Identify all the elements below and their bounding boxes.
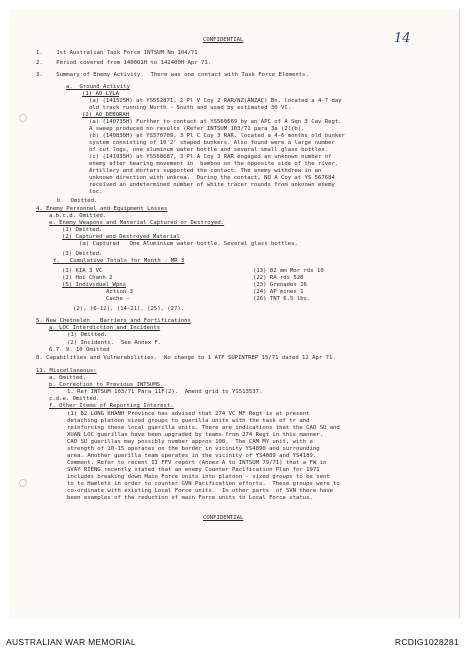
doc-line: (1) KIA 3 VC [62,268,103,274]
doc-line: of cut logs, one aluminum water bottle and several small glass bottles. [89,147,329,153]
doc-line: (1) 82 LONG KHANH Province has advised that 274 VC MF Regt is at present [67,411,310,417]
archive-name: AUSTRALIAN WAR MEMORIAL [6,637,136,647]
doc-line: (2) AO DEBORAH [82,112,130,118]
doc-line: (2) Hoi Chanh 2 [62,275,113,281]
doc-line: Comment. Refer to recent II FFV report (Annex A to INTSUM 79/71) that a FW in [67,460,327,466]
doc-line: a. Omitted. [49,375,87,381]
doc-line: b. Correction to Previous INTSUMS. [49,382,164,388]
doc-line: (a) (141525H) at YS552871, 2 Pl V Coy 2 RAR/NZ(ANZAC) Bn, located a 4-7 day [89,98,342,104]
document-page [9,9,460,619]
doc-line: area. Another guerilla team operates in the vicinity of YS4089 and YS4189. [67,453,317,459]
handwritten-page-number: 14 [394,31,411,46]
doc-line: been examples of the reduction of main Force units to Local Force status. [67,495,313,501]
doc-line: (a) (140735H) Further to contact at YS560669 by an APC of A Sqn 3 Cav Regt. [89,119,342,125]
doc-line: (2), (6-12), (14-21), (25), (27). [73,306,185,312]
doc-line: a. LOC Interdiction and Incidents [49,325,161,331]
doc-line: 6.7. 9. 10 Omitted [49,347,110,353]
doc-line: (24) AP mines 1 [253,289,304,295]
doc-line: strength of 10-15 operates on the border in vicinity YS4890 and surrounding [67,446,320,452]
classification-footer: CONFIDENTIAL [203,515,244,521]
doc-line: Cache - [106,296,130,302]
doc-line: XUAN LOC guerillas have been upgraded by teams from 274 Regt in this manner. [67,432,323,438]
doc-line: f. Cumulative Totals for Month - MR 3 [53,258,185,264]
doc-line: (1) AO LYLA [82,91,120,97]
doc-line: SVAY RIENG recently stated that an enemy Counter Pacification Plan for 1971 [67,467,320,473]
doc-line: includes breaking down Main Force units into platoon - sized groups to be sent [67,474,330,480]
doc-line: Action 3 [106,289,133,295]
doc-line: 1. 1st Australian Task Force INTSUM No 104/71 [36,50,198,56]
doc-line: (5) Individual Wpns [62,282,126,288]
doc-line: (2) Incidents. See Annex F. [67,340,162,346]
doc-line: loc. [89,189,103,195]
doc-line: 8. Capabilities and Vulnerabilities. No change to 1 ATF SUPINTREP 15/71 dated 12 Apr 71. [36,355,336,361]
doc-line: detaching platoon sized groups to guerilla units with the task of tr and [67,418,310,424]
doc-line: Artillery and mortars supported the contact. The enemy withdrew in an [89,168,322,174]
doc-line: (b) (140830H) at YS570709, 3 Pl C Coy 3 RAR, located a 4-6 months old bunker [89,133,345,139]
archive-reference: RCDIG1028281 [394,637,459,647]
doc-line: a.b.c.d. Omitted. [49,213,107,219]
doc-line: c.d.e. Omitted. [49,396,100,402]
doc-line: e. Enemy Weapons and Material Captured or Destroyed. [49,220,225,226]
doc-line: enemy after hearing movement in bamboo on the opposite side of the river. [89,161,339,167]
doc-line: 2. Period covered from 140001H to 142400H Apr 71. [36,60,212,66]
doc-line: old track running North - South and used by estimated 30 VC. [89,105,292,111]
doc-line: co-ordinate with existing Local Force units. In other parts of SVN there have [67,488,334,494]
punch-hole [19,479,27,487]
doc-line: (1) Omitted. [67,332,108,338]
doc-line: a. Ground Activity [66,84,130,90]
archive-footer [0,628,465,654]
doc-line: (3) Omitted. [62,251,103,257]
doc-line: received an undetermined number of white tracer rounds from unknown enemy [89,182,335,188]
doc-line: 5. New Chetnelen Barriers and Fortifications [36,318,191,324]
doc-line: 4. Enemy Personnel and Equipment Losses [36,206,168,212]
doc-line: (26) TNT 6.5 lbs. [253,296,311,302]
doc-line: (23) Grenades 16 [253,282,307,288]
doc-line: (1) Omitted. [62,227,103,233]
doc-line: to to Hamlets in order to counter GVN Pacification efforts. These groups were to [67,481,340,487]
doc-line: unknown direction with unkrea. During the contact, NQ A Coy at YS 567684 [89,175,335,181]
doc-line: 1. Ref INTSUM 103/71 Para 11F(2). Amend grid to YS513537. [67,389,263,395]
doc-line: system consisting of 10'2' shaped bunkers. Also found were a large number [89,140,335,146]
punch-hole [19,114,27,122]
doc-line: (22) RA rds 520 [253,275,304,281]
classification-header: CONFIDENTIAL [203,37,244,43]
doc-line: (c) (141935H) at YS568687, 3 Pl A Coy 3 RAR engaged an unknown number of [89,154,332,160]
doc-line: 3. Summary of Enemy Activity. There was one contact with Task Force Elements. [36,72,309,78]
doc-line: CAO SU guerillas may possibly number approx 100. The CAM MY unit, with a [67,439,313,445]
doc-line: f. Other Items of Reporting Interest. [49,403,174,409]
doc-line: reinforcing these local guerilla units. There are indications that the CAO SU and [67,425,340,431]
doc-line: (a) Captured One Aluminium water bottle. Several glass bottles. [79,241,298,247]
doc-line: 11. Miscellaneous: [36,368,97,374]
doc-line: (13) 82 mm Mor rds 10 [253,268,324,274]
doc-line: b. Omitted. [57,198,98,204]
doc-line: (2) Captured and Destroyed Material [62,234,180,240]
doc-line: A sweep produced no results (Refer INTSUM 103/71 para 3a (2)(b). [89,126,305,132]
